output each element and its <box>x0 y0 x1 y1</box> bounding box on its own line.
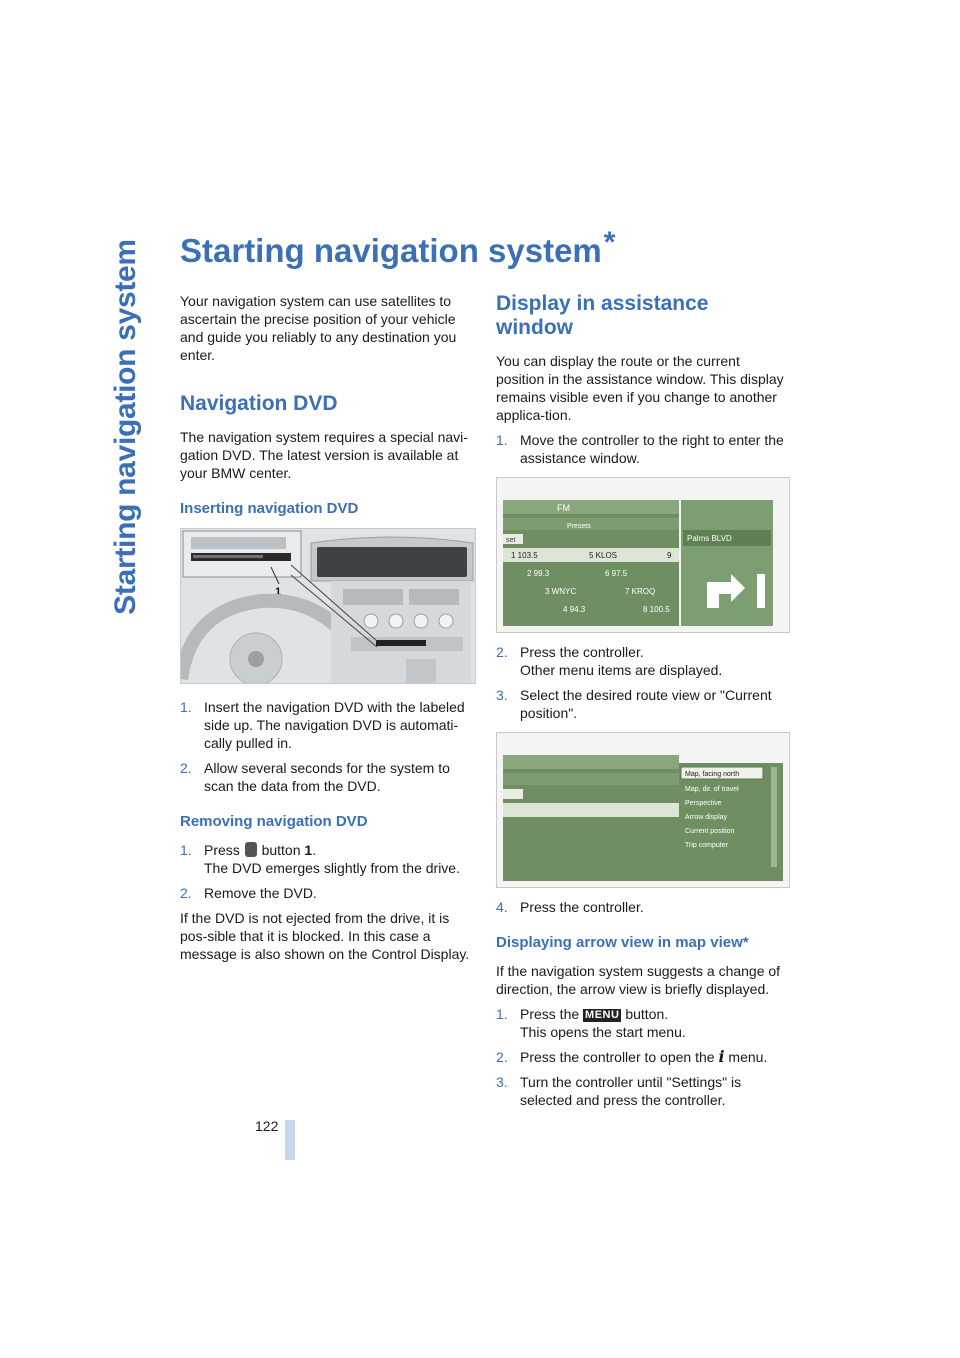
svg-text:Perspective: Perspective <box>685 800 722 807</box>
svg-text:8 100.5: 8 100.5 <box>643 605 670 614</box>
inserting-steps <box>180 698 475 795</box>
list-item: 3. Select the desired route view or "Current position". <box>496 687 772 721</box>
heading-arrow-view: Displaying arrow view in map view* <box>496 934 749 951</box>
dvd-slot-illustration <box>180 528 476 684</box>
list-item: 2. Press the controller to open the i menu. <box>496 1047 768 1066</box>
blocked-paragraph: If the DVD is not ejected from the drive, it is pos-sible that it is blocked. In this case a message is also shown on the Control Display. <box>180 910 470 962</box>
eject-button-icon <box>245 842 257 857</box>
svg-text:7 KROQ: 7 KROQ <box>625 587 656 596</box>
dashboard-illustration <box>181 529 476 684</box>
svg-text:1 103.5: 1 103.5 <box>511 551 538 560</box>
arrow-steps <box>496 1005 791 1109</box>
heading-removing-dvd: Removing navigation DVD <box>180 813 368 830</box>
svg-text:Current position: Current position <box>685 828 735 835</box>
svg-text:3 WNYC: 3 WNYC <box>545 587 577 596</box>
route-menu-illustration <box>497 733 790 888</box>
page-title: Starting navigation system* <box>180 226 616 269</box>
heading-assistance-window: Display in assistance window <box>496 292 709 339</box>
heading-inserting-dvd: Inserting navigation DVD <box>180 500 359 517</box>
radio-screen-illustration <box>497 478 790 633</box>
svg-text:Map, dir. of travel: Map, dir. of travel <box>685 786 739 793</box>
svg-text:9: 9 <box>667 551 672 560</box>
route-view-menu-screenshot <box>496 732 790 888</box>
nav-dvd-paragraph: The navigation system requires a special navi-gation DVD. The latest version is available at your BMW center. <box>180 429 468 481</box>
svg-text:6 97.5: 6 97.5 <box>605 569 628 578</box>
list-item: 4. Press the controller. <box>496 899 644 915</box>
svg-text:2 99.3: 2 99.3 <box>527 569 550 578</box>
menu-button-icon: MENU <box>585 1009 620 1021</box>
right-column <box>496 292 791 1116</box>
svg-text:Presets: Presets <box>567 523 591 530</box>
svg-text:Arrow display: Arrow display <box>685 814 728 821</box>
arrow-paragraph: If the navigation system suggests a change of direction, the arrow view is briefly displayed. <box>496 963 781 997</box>
svg-text:Map, facing north: Map, facing north <box>685 771 740 778</box>
list-item: 1. Press button 1. The DVD emerges slightly from the drive. <box>180 842 460 876</box>
list-item: 2. Allow several seconds for the system to scan the data from the DVD. <box>180 760 450 794</box>
svg-text:5 KLOS: 5 KLOS <box>589 551 618 560</box>
left-column <box>180 292 475 970</box>
title-asterisk: * <box>603 226 616 259</box>
intro-paragraph: Your navigation system can use satellites to ascertain the precise position of your vehicle and guide you reliably to any destination you enter. <box>180 293 457 363</box>
list-item: 2. Press the controller. Other menu items are displayed. <box>496 644 723 678</box>
assist-paragraph: You can display the route or the current position in the assistance window. This display remains visible even if you change to another applica-tion. <box>496 353 784 423</box>
svg-text:4 94.3: 4 94.3 <box>563 605 586 614</box>
assist-steps-1 <box>496 431 791 467</box>
heading-navigation-dvd: Navigation DVD <box>180 392 338 415</box>
assistance-window-screenshot <box>496 477 790 633</box>
list-item: 2. Remove the DVD. <box>180 885 317 901</box>
list-item: 3. Turn the controller until "Settings" is selected and press the controller. <box>496 1074 742 1108</box>
side-chapter-title: Starting navigation system <box>109 239 142 615</box>
svg-text:set: set <box>506 537 516 544</box>
callout-label-1: 1 <box>275 586 282 598</box>
page-number-bar <box>285 1120 295 1160</box>
assist-steps-3 <box>496 898 791 916</box>
svg-text:FM: FM <box>557 503 570 513</box>
svg-text:Palms BLVD: Palms BLVD <box>687 534 732 543</box>
svg-text:Trip computer: Trip computer <box>685 842 728 849</box>
list-item: 1. Press the MENU button. This opens the start menu. <box>496 1006 686 1040</box>
removing-steps <box>180 841 475 902</box>
assist-steps-2 <box>496 643 791 722</box>
page-number: 122 <box>255 1118 279 1134</box>
list-item: 1. Move the controller to the right to enter the assistance window. <box>496 432 784 466</box>
info-icon: i <box>718 1047 725 1066</box>
list-item: 1. Insert the navigation DVD with the labeled side up. The navigation DVD is automati-cally pulled in. <box>180 699 465 751</box>
